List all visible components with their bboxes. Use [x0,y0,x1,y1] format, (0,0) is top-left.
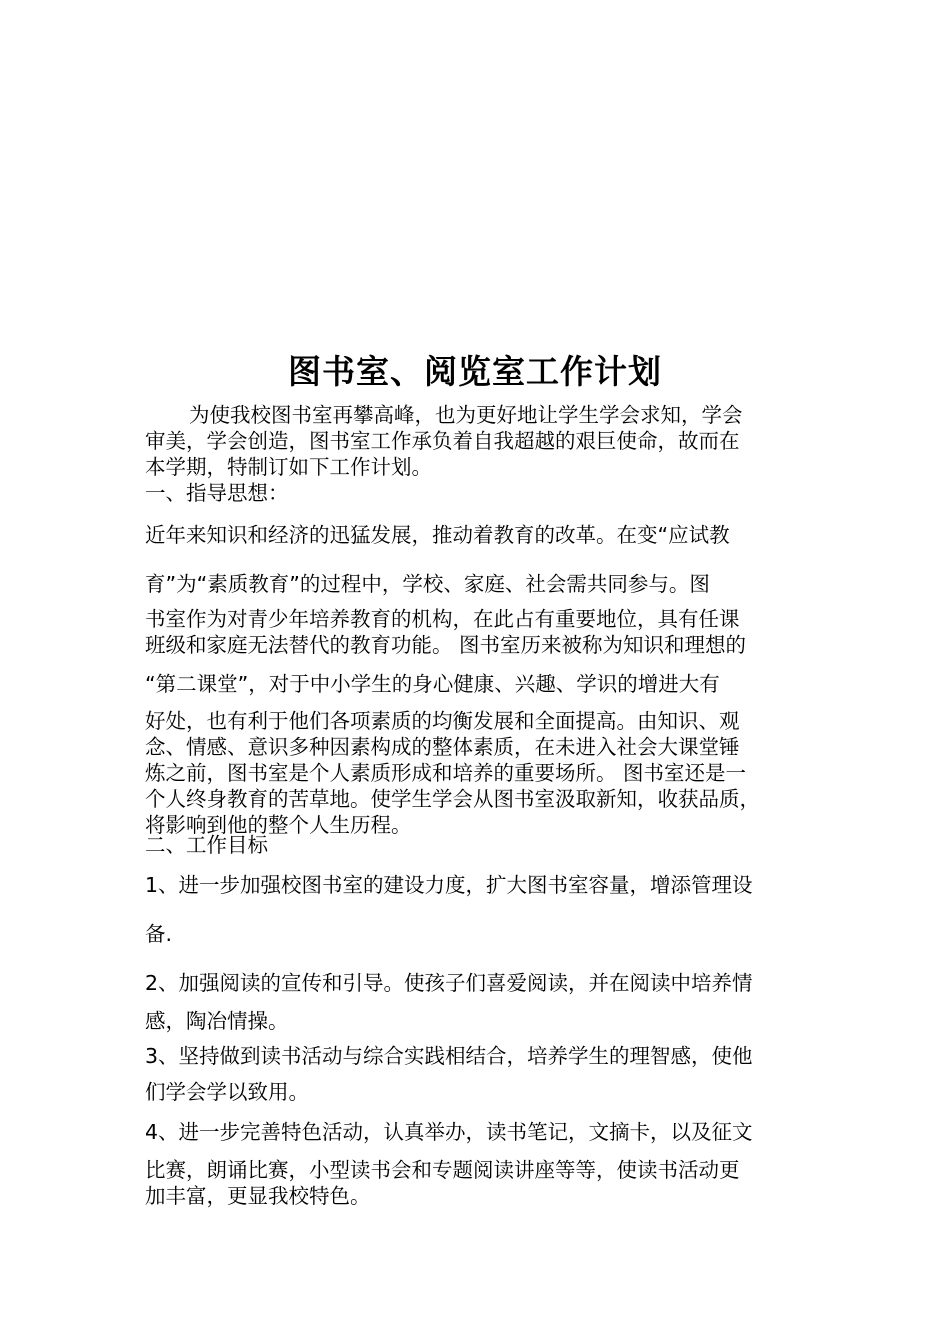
document-title: 图书室、阅览室工作计划 [288,352,662,391]
intro-paragraph [145,402,815,480]
body-line: 育”为“素质教育”的过程中，学校、家庭、社会需共同参与。图 [145,572,710,596]
goal-item-2-line: 感，陶冶情操。 [145,1009,289,1033]
goal-item-4-line: 4、进一步完善特色活动，认真举办，读书笔记，文摘卡，以及征文 [145,1120,753,1144]
body-line: 炼之前，图书室是个人素质形成和培养的重要场所。 图书室还是一 [145,761,747,785]
body-line: 将影响到他的整个人生历程。 [145,813,412,837]
body-line: 近年来知识和经济的迅猛发展，推动着教育的改革。在变“应试教 [145,523,730,547]
body-line: “第二课堂”，对于中小学生的身心健康、兴趣、学识的增进大有 [145,672,720,696]
body-line: 书室作为对青少年培养教育的机构，在此占有重要地位，具有任课 [145,607,740,631]
body-line: 好处，也有利于他们各项素质的均衡发展和全面提高。由知识、观 [145,709,740,733]
goal-item-4-paragraph [145,1157,815,1209]
body-paragraph [145,606,815,658]
goal-item-1-line: 备. [145,922,173,946]
body-line: 念、情感、意识多种因素构成的整体素质，在未进入社会大课堂锤 [145,735,740,759]
goal-item-4-line: 比赛，朗诵比赛，小型读书会和专题阅读讲座等等，使读书活动更 [145,1158,740,1182]
goal-item-4-line: 加丰富，更显我校特色。 [145,1184,371,1208]
intro-line: 审美，学会创造，图书室工作承负着自我超越的艰巨使命，故而在 [145,429,740,453]
goal-item-1-line: 1、进一步加强校图书室的建设力度，扩大图书室容量，增添管理设 [145,873,753,897]
intro-line: 为使我校图书室再攀高峰，也为更好地让学生学会求知，学会 [189,403,743,427]
goal-item-2-line: 2、加强阅读的宣传和引导。使孩子们喜爱阅读，并在阅读中培养情 [145,971,753,995]
body-line: 班级和家庭无法替代的教育功能。 图书室历来被称为知识和理想的 [145,633,747,657]
body-paragraph [145,708,815,838]
section-heading-guiding-thought: 一、指导思想： [145,481,289,505]
body-line: 个人终身教育的苦草地。使学生学会从图书室汲取新知，收获品质， [145,787,760,811]
goal-item-3-line: 们学会学以致用。 [145,1080,309,1104]
goal-item-3-line: 3、坚持做到读书活动与综合实践相结合，培养学生的理智感，使他 [145,1044,753,1068]
intro-line: 本学期，特制订如下工作计划。 [145,455,432,479]
section-heading-work-goals: 二、工作目标 [145,833,268,857]
